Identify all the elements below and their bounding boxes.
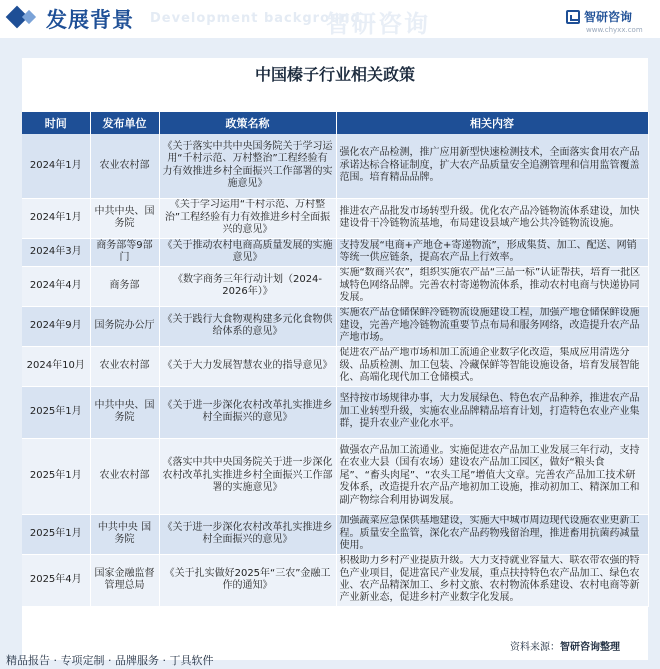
cell-unit: 国家金融监督管理总局 xyxy=(90,554,159,606)
cell-unit: 中共中央、国务院 xyxy=(90,386,159,438)
cell-unit: 农业农村部 xyxy=(90,346,159,386)
cell-unit: 农业农村部 xyxy=(90,134,159,198)
source-label: 资料来源： xyxy=(510,642,560,653)
column-header-name: 政策名称 xyxy=(159,112,336,134)
footer-links[interactable]: 精品报告 · 专项定制 · 品牌服务 · 丁具软件 xyxy=(6,654,214,667)
table-row xyxy=(22,438,648,514)
cell-time: 2024年9月 xyxy=(22,306,90,346)
table-row xyxy=(22,386,648,438)
cell-policy-name: 《关于落实中共中央国务院关于学习运用“千村示范、万村整治”工程经验有力有效推进乡村全面振兴工作部署的实施意见》 xyxy=(159,134,336,198)
cell-time: 2024年1月 xyxy=(22,198,90,238)
cell-policy-name: 《关于大力发展智慧农业的指导意见》 xyxy=(159,346,336,386)
cell-policy-name: 《数字商务三年行动计划（2024-2026年）》 xyxy=(159,266,336,306)
brand-name[interactable]: 智研咨询 xyxy=(584,10,633,24)
cell-time: 2024年10月 xyxy=(22,346,90,386)
cell-content: 支持发展“电商+产地仓+寄递物流”，形成集货、加工、配送、网销等统一供应链条，提高农产品上行效率。 xyxy=(336,238,648,266)
column-header-time: 时间 xyxy=(22,112,90,134)
cell-content: 实施农产品仓储保鲜冷链物流设施建设工程，加强产地仓储保鲜设施建设，完善产地冷链物流重要节点布局和服务网络，改造提升农产品产地市场。 xyxy=(336,306,648,346)
cell-content: 做强农产品加工流通业。实施促进农产品加工业发展三年行动，支持在农业大县（国有农场）建设农产品加工园区，做好“粮头食尾”、“畜头肉尾”、“农头工尾”增值大文章。完善农产品加工技术研发体系，改造提升农产品产地初加工设施，推动初加工、精深加工和副产物综合利用协调发展。 xyxy=(336,438,648,514)
page-header xyxy=(0,0,660,38)
cell-content: 强化农产品检测，推广应用新型快速检测技术，全面落实食用农产品承诺达标合格证制度，扩大农产品质量安全追溯管理和信用监管覆盖范围。培育精品品牌。 xyxy=(336,134,648,198)
column-header-unit: 发布单位 xyxy=(90,112,159,134)
cell-content: 积极助力乡村产业提质升级。大力支持就业容量大、联农带农强的特色产业项目，促进富民产业发展，重点扶持特色农产品加工、绿色农业、农产品精深加工、乡村文旅、农村物流体系建设、农村电商等新产业新业态，促进乡村产业数字化发展。 xyxy=(336,554,648,606)
table-row xyxy=(22,238,648,266)
section-subtitle-ghost: Development background xyxy=(150,11,361,26)
cell-content: 推进农产品批发市场转型升级。优化农产品冷链物流体系建设，加快建设骨干冷链物流基地，布局建设县域产地公共冷链物流设施。 xyxy=(336,198,648,238)
cell-policy-name: 《关于践行大食物观构建多元化食物供给体系的意见》 xyxy=(159,306,336,346)
source-brand: 智研咨询整理 xyxy=(560,642,620,653)
watermark: 智研咨询 xyxy=(326,10,430,38)
cell-policy-name: 《落实中共中央国务院关于进一步深化农村改革扎实推进乡村全面振兴工作部署的实施意见》 xyxy=(159,438,336,514)
cell-content: 促进农产品产地市场和加工流通企业数字化改造，集成应用清选分级、品质检测、加工包装、冷藏保鲜等智能设施设备，培育发展智能化、高端化现代加工仓储模式。 xyxy=(336,346,648,386)
table-row xyxy=(22,134,648,198)
table-row xyxy=(22,266,648,306)
cell-time: 2024年1月 xyxy=(22,134,90,198)
cell-unit: 国务院办公厅 xyxy=(90,306,159,346)
brand-url[interactable]: www.chyxx.com xyxy=(586,26,643,34)
table-row xyxy=(22,514,648,554)
brand-logo-icon xyxy=(566,10,580,24)
cell-content: 加强蔬菜应急保供基地建设，实施大中城市周边现代设施农业更新工程。质量安全监管，深化农产品药物残留治理，推进畜用抗菌药减量使用。 xyxy=(336,514,648,554)
page-footer xyxy=(0,649,660,669)
cell-unit: 中共中央 国务院 xyxy=(90,514,159,554)
table-title: 中国榛子行业相关政策 xyxy=(254,65,415,84)
cell-policy-name: 《关于扎实做好2025年“三农”金融工作的通知》 xyxy=(159,554,336,606)
cell-time: 2025年4月 xyxy=(22,554,90,606)
cell-unit: 商务部等9部门 xyxy=(90,238,159,266)
cell-time: 2025年1月 xyxy=(22,514,90,554)
table-row xyxy=(22,198,648,238)
column-header-content: 相关内容 xyxy=(336,112,648,134)
cell-unit: 农业农村部 xyxy=(90,438,159,514)
cell-policy-name: 《关于推动农村电商高质量发展的实施意见》 xyxy=(159,238,336,266)
cell-policy-name: 《关于进一步深化农村改革扎实推进乡村全面振兴的意见》 xyxy=(159,514,336,554)
table-row xyxy=(22,554,648,606)
cell-time: 2024年4月 xyxy=(22,266,90,306)
cell-policy-name: 《关于进一步深化农村改革扎实推进乡村全面振兴的意见》 xyxy=(159,386,336,438)
cell-unit: 中共中央、国务院 xyxy=(90,198,159,238)
cell-unit: 商务部 xyxy=(90,266,159,306)
table-row xyxy=(22,306,648,346)
policy-table xyxy=(22,112,649,607)
cell-time: 2024年3月 xyxy=(22,238,90,266)
table-header-row xyxy=(22,112,648,134)
cell-content: 坚持按市场规律办事，大力发展绿色、特色农产品种养，推进农产品加工业转型升级，实施农业品牌精品培育计划，打造特色农业产业集群，提升农业产业化水平。 xyxy=(336,386,648,438)
section-title: 发展背景 xyxy=(46,8,134,32)
cell-content: 实施“数商兴农”，组织实施农产品“三品一标”认证帮扶，培育一批区域特色网络品牌。完善农村寄递物流体系，推动农村电商与快递协同发展。 xyxy=(336,266,648,306)
table-row xyxy=(22,346,648,386)
cell-time: 2025年1月 xyxy=(22,438,90,514)
cell-policy-name: 《关于学习运用“千村示范、万村整治”工程经验有力有效推进乡村全面振兴的意见》 xyxy=(159,198,336,238)
cell-time: 2025年1月 xyxy=(22,386,90,438)
